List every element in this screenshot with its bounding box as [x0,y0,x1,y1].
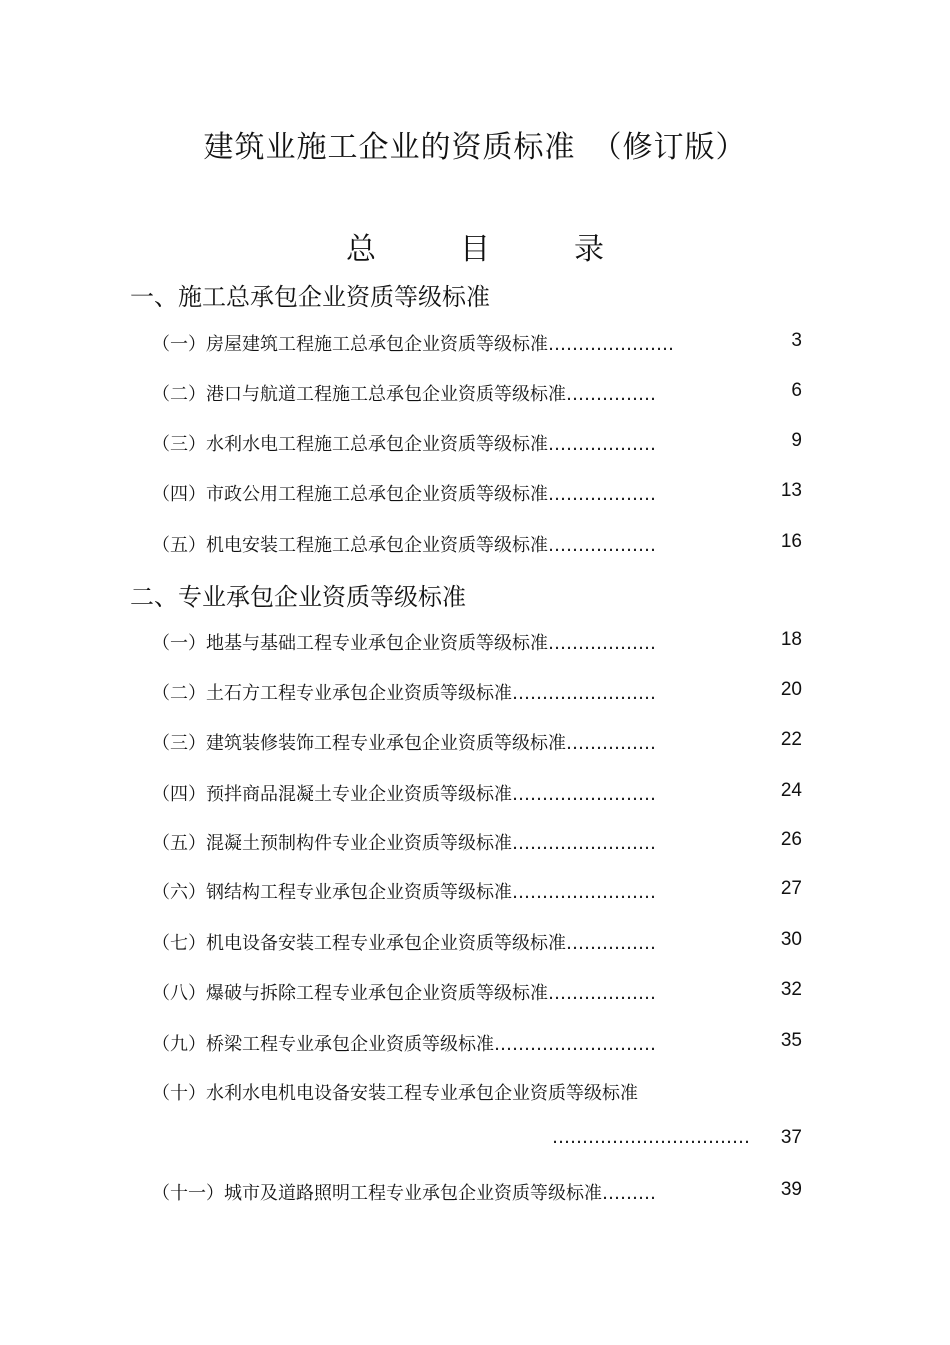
toc-entry-label: （四）预拌商品混凝土专业企业资质等级标准…………………… [152,784,656,805]
toc-entry-label: （二）土石方工程专业承包企业资质等级标准…………………… [152,683,656,704]
toc-entry-label: （一）房屋建筑工程施工总承包企业资质等级标准………………… [152,334,674,355]
toc-heading [0,224,950,268]
toc-entry-label: （五）机电安装工程施工总承包企业资质等级标准……………… [152,535,656,556]
toc-entry-label: （十一）城市及道路照明工程专业承包企业资质等级标准……… [152,1183,656,1204]
toc-entry-page: 18 [780,629,802,650]
toc-entry[interactable] [152,1179,802,1209]
toc-entry-label: （六）钢结构工程专业承包企业资质等级标准…………………… [152,882,656,903]
document-title: 建筑业施工企业的资质标准 （修订版） [203,130,747,165]
toc-entry[interactable] [152,979,802,1009]
toc-entry-page: 24 [780,780,802,801]
section-heading: 一、施工总承包企业资质等级标准 [130,283,490,311]
toc-entry-label: （四）市政公用工程施工总承包企业资质等级标准……………… [152,484,656,505]
toc-entry-label: （三）水利水电工程施工总承包企业资质等级标准……………… [152,434,656,455]
toc-entry-page: 9 [791,430,802,451]
toc-entry[interactable] [152,430,802,460]
toc-entry-page: 30 [780,929,802,950]
toc-heading-char: 总 [346,232,376,267]
toc-entry-page: 39 [780,1179,802,1200]
toc-heading-char: 目 [460,232,490,267]
toc-entry[interactable] [152,829,802,859]
toc-entry[interactable] [152,531,802,561]
toc-entry[interactable] [152,380,802,410]
toc-entry-page: 32 [780,979,802,1000]
toc-heading-char: 录 [574,232,604,267]
toc-entry-label: （十）水利水电机电设备安装工程专业承包企业资质等级标准 [152,1083,638,1104]
toc-entry-label: （九）桥梁工程专业承包企业资质等级标准……………………… [152,1034,656,1055]
section-heading: 二、专业承包企业资质等级标准 [130,583,466,611]
toc-entry[interactable] [152,1030,802,1060]
toc-entry[interactable] [152,679,802,709]
toc-entry-page: 22 [780,729,802,750]
toc-entry-label: （三）建筑装修装饰工程专业承包企业资质等级标准…………… [152,733,656,754]
toc-entry-label: （五）混凝土预制构件专业企业资质等级标准…………………… [152,833,656,854]
toc-entry-page: 13 [780,480,802,501]
toc-entry-label: （七）机电设备安装工程专业承包企业资质等级标准…………… [152,933,656,954]
toc-entry[interactable] [152,1079,802,1159]
toc-entry-page: 26 [780,829,802,850]
toc-entry-page: 6 [791,380,802,401]
toc-entry[interactable] [152,330,802,360]
toc-entry-page: 16 [780,531,802,552]
toc-entry-page: 37 [780,1127,802,1148]
toc-entry-label: （一）地基与基础工程专业承包企业资质等级标准……………… [152,633,656,654]
toc-entry-leader: …………………………… [552,1127,750,1148]
toc-entry-page: 3 [791,330,802,351]
toc-entry[interactable] [152,929,802,959]
toc-entry-page: 35 [780,1030,802,1051]
toc-entry[interactable] [152,878,802,908]
toc-entry-label: （二）港口与航道工程施工总承包企业资质等级标准…………… [152,384,656,405]
toc-entry-page: 20 [780,679,802,700]
toc-entry-label: （八）爆破与拆除工程专业承包企业资质等级标准……………… [152,983,656,1004]
toc-entry-page: 27 [780,878,802,899]
toc-entry[interactable] [152,729,802,759]
toc-entry[interactable] [152,780,802,810]
toc-entry[interactable] [152,629,802,659]
toc-entry[interactable] [152,480,802,510]
